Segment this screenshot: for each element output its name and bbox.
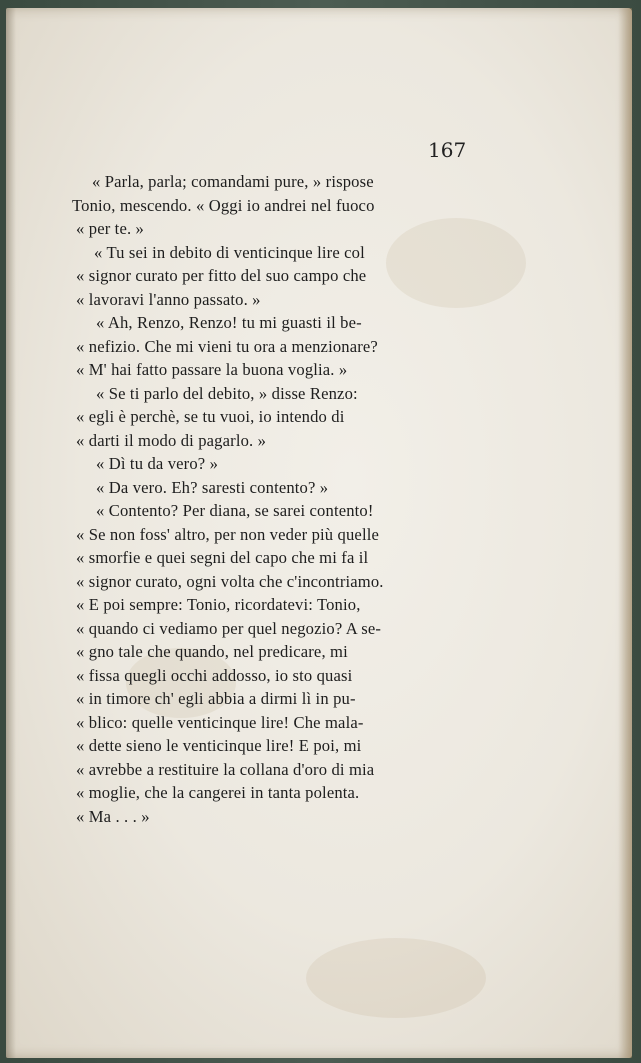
text-line: « moglie, che la cangerei in tanta polenta.	[76, 783, 360, 802]
paper-stain	[306, 938, 486, 1018]
text-line: « Se ti parlo del debito, » disse Renzo:	[96, 383, 358, 403]
page-edge-shading	[618, 8, 632, 1058]
text-line: « nefizio. Che mi vieni tu ora a menzionare?	[76, 336, 378, 356]
text-line: « E poi sempre: Tonio, ricordatevi: Tonio,	[76, 595, 361, 614]
text-line: « gno tale che quando, nel predicare, mi	[76, 642, 348, 661]
text-line: « Da vero. Eh? saresti contento? »	[96, 477, 329, 497]
text-line: « smorfie e quei segni del capo che mi fa il	[76, 548, 369, 567]
text-line: « blico: quelle venticinque lire! Che mala-	[76, 712, 364, 732]
text-line: « Contento? Per diana, se sarei contento!	[96, 501, 374, 520]
page-number: 167	[428, 138, 467, 162]
text-line: « dette sieno le venticinque lire! E poi, mi	[76, 736, 362, 755]
text-line: « per te. »	[76, 219, 145, 238]
text-line: « lavoravi l'anno passato. »	[76, 289, 261, 309]
text-line: « Dì tu da vero? »	[96, 454, 219, 473]
text-line: « quando ci vediamo per quel negozio? A se-	[76, 618, 382, 638]
text-line: « M' hai fatto passare la buona voglia. »	[76, 360, 348, 379]
text-line: « Tu sei in debito di venticinque lire col	[94, 242, 365, 262]
text-line: « egli è perchè, se tu vuoi, io intendo di	[76, 407, 345, 426]
text-line: « Ma . . . »	[76, 806, 150, 826]
text-line: « Ah, Renzo, Renzo! tu mi guasti il be-	[96, 313, 362, 332]
text-line: « fissa quegli occhi addosso, io sto quasi	[76, 665, 353, 685]
body-text	[72, 170, 472, 828]
text-line: « avrebbe a restituire la collana d'oro di mia	[76, 759, 375, 779]
text-line: « signor curato, ogni volta che c'incontriamo.	[76, 571, 384, 591]
page-spine-shadow	[6, 8, 16, 1058]
text-line: « Parla, parla; comandami pure, » rispose	[92, 172, 374, 191]
text-line: « darti il modo di pagarlo. »	[76, 430, 267, 450]
text-line: « in timore ch' egli abbia a dirmi lì in pu-	[76, 689, 356, 708]
text-line: Tonio, mescendo. « Oggi io andrei nel fuoco	[72, 195, 375, 215]
text-line: « signor curato per fitto del suo campo che	[76, 266, 367, 285]
text-line: « Se non foss' altro, per non veder più quelle	[76, 524, 379, 544]
